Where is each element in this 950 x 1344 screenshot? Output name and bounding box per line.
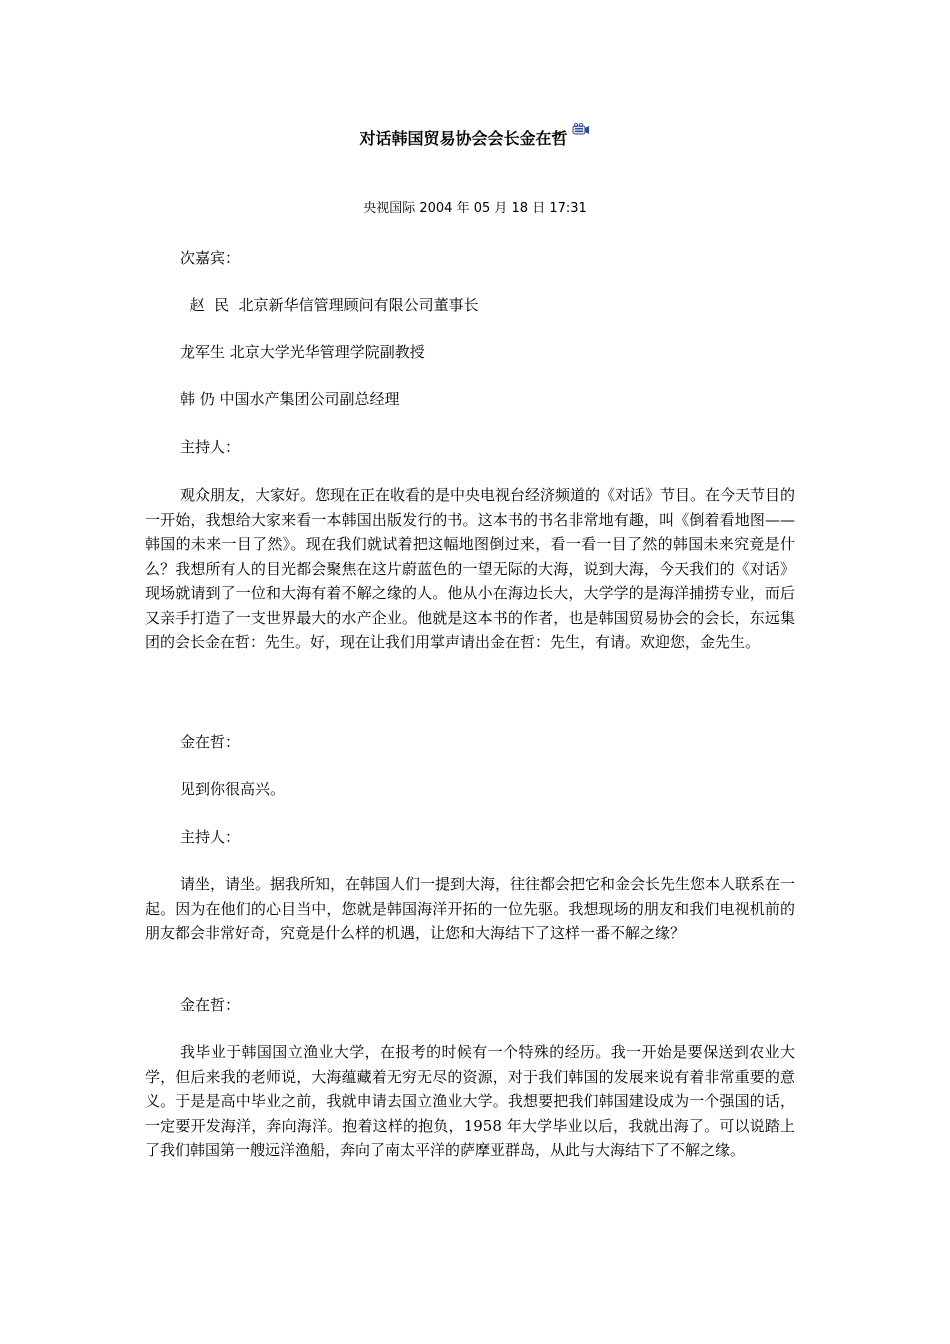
guest-speech-answer: 我毕业于韩国国立渔业大学，在报考的时候有一个特殊的经历。我一开始是要保送到农业大学，但后来我的老师说，大海蕴藏着无穷无尽的资源，对于我们韩国的发展来说有着非常重要的意义。于是是高中毕业之前，我就申请去国立渔业大学。我想要把我们韩国建设成为一个强国的话，一定要开发海洋，奔向海洋。抱着这样的抱负，1958 年大学毕业以后，我就出海了。可以说踏上了我们韩国第一艘远洋渔船，奔向了南太平洋的萨摩亚群岛，从此与大海结下了不解之缘。 bbox=[145, 1043, 795, 1159]
guest-line-long-junsheng: 龙军生 北京大学光华管理学院副教授 bbox=[180, 343, 425, 361]
article-source: 央视国际 bbox=[363, 201, 416, 216]
guest-speech-greeting: 见到你很高兴。 bbox=[180, 780, 286, 798]
video-camera-icon[interactable] bbox=[571, 122, 591, 144]
speaker-label-guest: 金在哲： bbox=[180, 733, 241, 751]
speaker-label-guest: 金在哲： bbox=[180, 996, 241, 1014]
guest-line-zhao-min: 赵 民 北京新华信管理顾问有限公司董事长 bbox=[180, 296, 479, 314]
speaker-label-host: 主持人： bbox=[180, 438, 241, 456]
host-speech-question: 请坐，请坐。据我所知，在韩国人们一提到大海，往往都会把它和金会长先生您本人联系在一起。因为在他们的心目当中，您就是韩国海洋开拓的一位先驱。我想现场的朋友和我们电视机前的朋友都会非常好奇，究竟是什么样的机遇，让您和大海结下了这样一番不解之缘？ bbox=[145, 875, 796, 942]
article-title-row bbox=[0, 128, 950, 150]
article-byline bbox=[0, 199, 950, 219]
article-datetime: 2004 年 05 月 18 日 17:31 bbox=[419, 201, 587, 216]
article-title: 对话韩国贸易协会会长金在哲 bbox=[359, 129, 568, 148]
guest-line-han-reng: 韩 仍 中国水产集团公司副总经理 bbox=[180, 390, 400, 408]
guests-heading: 次嘉宾： bbox=[180, 249, 241, 267]
host-speech-opening: 观众朋友，大家好。您现在正在收看的是中央电视台经济频道的《对话》节目。在今天节目的一开始，我想给大家来看一本韩国出版发行的书。这本书的书名非常地有趣，叫《倒着看地图——韩国的未来一目了然》。现在我们就试着把这幅地图倒过来，看一看一目了然的韩国未来究竟是什么？我想所有人的目光都会聚焦在这片蔚蓝色的一望无际的大海，说到大海，今天我们的《对话》现场就请到了一位和大海有着不解之缘的人。他从小在海边长大，大学学的是海洋捕捞专业，而后又亲手打造了一支世界最大的水产企业。他就是这本书的作者，也是韩国贸易协会的会长，东远集团的会长金在哲：先生。好，现在让我们用掌声请出金在哲：先生，有请。欢迎您，金先生。 bbox=[145, 486, 796, 651]
speaker-label-host: 主持人： bbox=[180, 828, 241, 846]
